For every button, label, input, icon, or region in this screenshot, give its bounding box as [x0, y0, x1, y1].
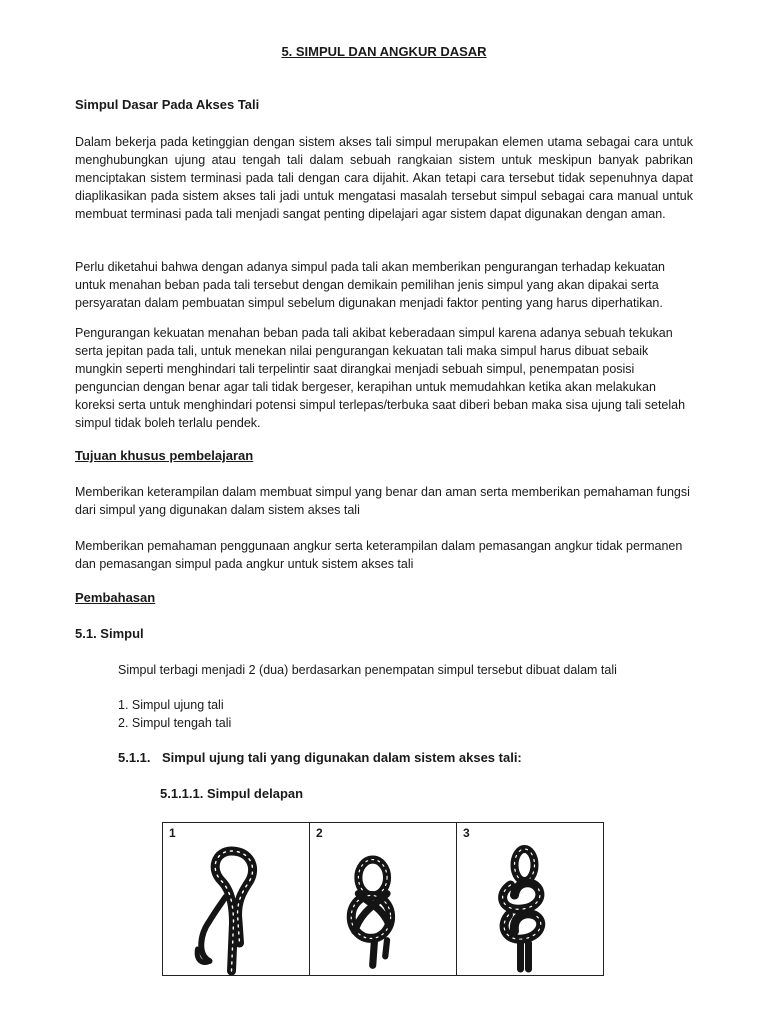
figure-eight-knot-figure	[162, 822, 604, 976]
subsection-heading-ujung-tali	[118, 750, 522, 765]
subsection-heading-simpul: 5.1. Simpul	[75, 626, 144, 641]
section-heading-simpul-dasar: Simpul Dasar Pada Akses Tali	[75, 97, 260, 112]
figure-panel-2	[310, 823, 457, 975]
panel-number: 3	[463, 826, 470, 840]
simpul-type-list	[118, 696, 231, 732]
subsection-heading-simpul-delapan: 5.1.1.1. Simpul delapan	[160, 786, 304, 801]
panel-number: 2	[316, 826, 323, 840]
figure-panel-3	[457, 823, 603, 975]
rope-loop-image	[163, 823, 309, 975]
subsection-text: Simpul ujung tali yang digunakan dalam sistem akses tali:	[162, 750, 522, 765]
document-title: 5. SIMPUL DAN ANGKUR DASAR	[281, 44, 487, 59]
paragraph-objective-2: Memberikan pemahaman penggunaan angkur serta keterampilan dalam pemasangan angkur tidak permanen dan pemasangan simpul pada angkur untuk sistem akses tali	[75, 539, 683, 571]
paragraph-intro: Dalam bekerja pada ketinggian dengan sistem akses tali simpul merupakan elemen utama sebagai cara untuk menghubungkan ujung atau tengah tali dalam sebuah rangkaian sistem untuk meskipun banyak pabrikan menciptakan sistem terminasi pada tali dengan cara dijahit. Akan tetapi cara tersebut tidak sepenuhnya dapat diaplikasikan pada sistem akses tali jadi untuk mengatasi masalah tersebut simpul sebagai cara manual untuk membuat terminasi pada tali menjadi sangat penting dipelajari agar sistem dapat digunakan dengan aman.	[75, 135, 693, 221]
paragraph-simpul-intro: Simpul terbagi menjadi 2 (dua) berdasarkan penempatan simpul tersebut dibuat dalam tali	[118, 663, 617, 677]
subsection-number: 5.1.1.	[118, 750, 151, 765]
paragraph-strength: Perlu diketahui bahwa dengan adanya simpul pada tali akan memberikan pengurangan terhadap kekuatan untuk menahan beban pada tali tersebut dengan demikain pemilihan jenis simpul yang akan dipakai serta persyaratan dalam pembuatan simpul sebelum digunakan menjadi faktor penting yang harus diperhatikan.	[75, 260, 665, 310]
paragraph-reduction: Pengurangan kekuatan menahan beban pada tali akibat keberadaan simpul karena adanya sebuah tekukan serta jepitan pada tali, untuk menekan nilai pengurangan kekuatan tali maka simpul harus dibuat sebaik mungkin seperti menghindari tali terpelintir saat dirangkai menjadi sebuah simpul, penempatan posisi penguncian dengan benar agar tali tidak bergeser, kerapihan untuk memudahkan ketika akan melakukan koreksi serta untuk menghindari potensi simpul terlepas/terbuka saat diberi beban maka sisa ujung tali setelah simpul tidak boleh terlalu pendek.	[75, 326, 686, 430]
rope-figure-eight-forming-image	[310, 823, 456, 975]
section-heading-pembahasan: Pembahasan	[75, 590, 156, 605]
section-heading-tujuan: Tujuan khusus pembelajaran	[75, 448, 254, 463]
paragraph-objective-1: Memberikan keterampilan dalam membuat simpul yang benar dan aman serta memberikan pemahaman fungsi dari simpul yang digunakan dalam sistem akses tali	[75, 485, 690, 517]
figure-panel-1	[163, 823, 310, 975]
panel-number: 1	[169, 826, 176, 840]
list-item: 2. Simpul tengah tali	[118, 716, 232, 730]
rope-figure-eight-finished-image	[457, 823, 603, 975]
list-item: 1. Simpul ujung tali	[118, 698, 224, 712]
